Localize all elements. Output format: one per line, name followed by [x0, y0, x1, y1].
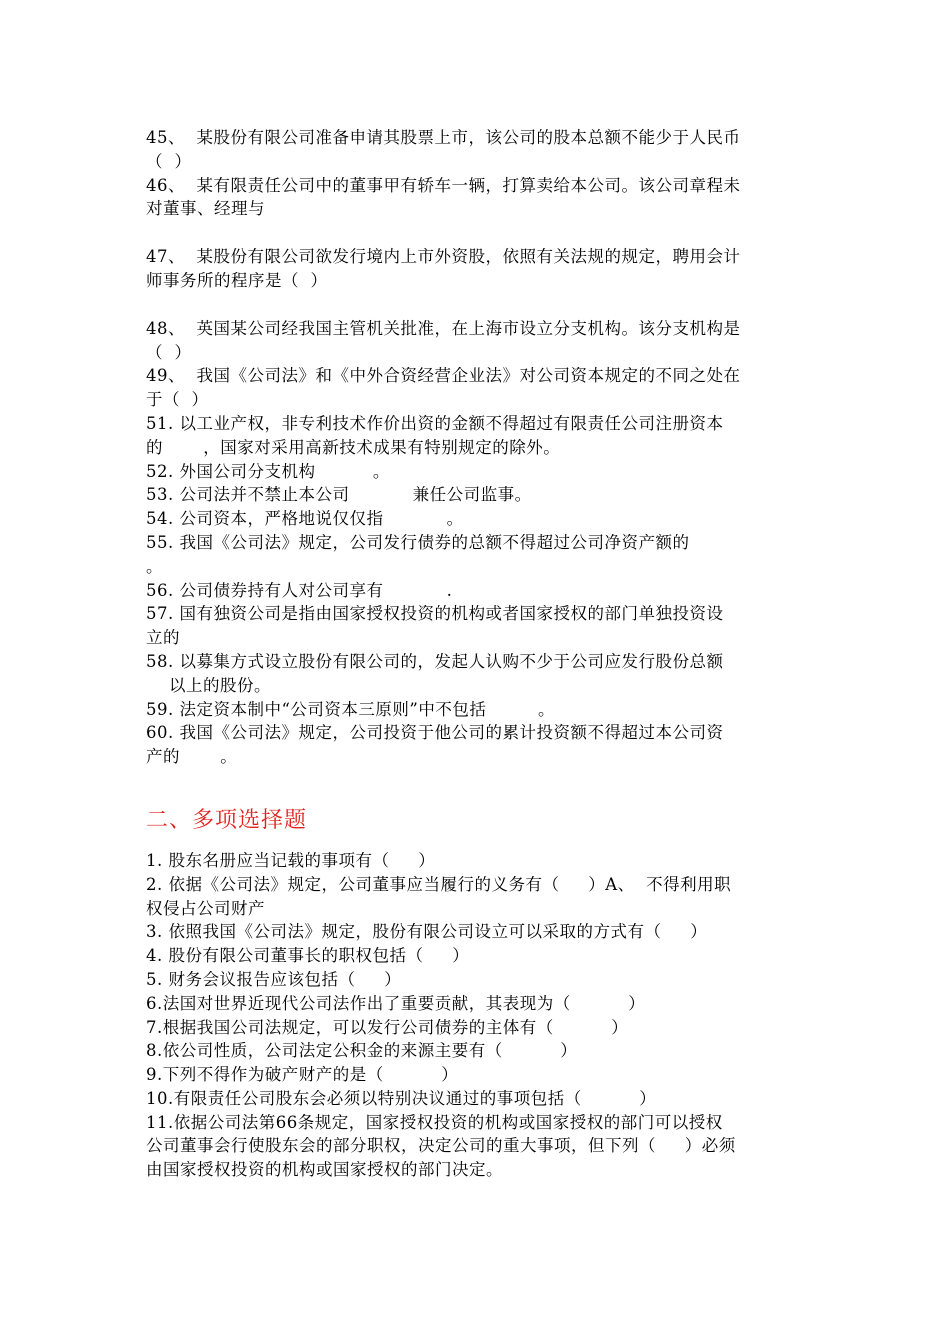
question-line: 的 ，国家对采用高新技术成果有特别规定的除外。 — [146, 437, 561, 457]
question-line: 由国家授权投资的机构或国家授权的部门决定。 — [146, 1160, 503, 1180]
question-item — [146, 920, 806, 944]
question-line: 51. 以工业产权，非专利技术作价出资的金额不得超过有限责任公司注册资本 — [146, 413, 724, 433]
question-item — [146, 531, 806, 579]
question-item — [146, 650, 806, 698]
question-line: 47、 某股份有限公司欲发行境内上市外资股，依照有关法规的规定，聘用会计 — [146, 247, 741, 267]
question-line: 权侵占公司财产 — [146, 898, 265, 918]
question-line: 8.依公司性质，公司法定公积金的来源主要有（ ） — [146, 1041, 578, 1061]
question-line: 师事务所的程序是（ ） — [146, 270, 328, 290]
question-item — [146, 992, 806, 1016]
question-item — [146, 460, 806, 484]
question-line: 产的 。 — [146, 747, 238, 767]
question-item — [146, 507, 806, 531]
question-item — [146, 721, 806, 769]
question-line: 59. 法定资本制中“公司资本三原则”中不包括 。 — [146, 699, 556, 719]
question-line: 1. 股东名册应当记载的事项有（ ） — [146, 850, 436, 870]
question-item — [146, 873, 806, 921]
question-item — [146, 698, 806, 722]
section-heading: 二、多项选择题 — [146, 807, 308, 833]
question-item — [146, 944, 806, 968]
question-line: 9.下列不得作为破产财产的是（ ） — [146, 1065, 459, 1085]
question-item — [146, 245, 806, 293]
question-item — [146, 849, 806, 873]
question-item — [146, 968, 806, 992]
question-item — [146, 483, 806, 507]
question-line: 45、 某股份有限公司准备申请其股票上市，该公司的股本总额不能少于人民币 — [146, 128, 741, 147]
question-line: 57. 国有独资公司是指由国家授权投资的机构或者国家授权的部门单独投资设 — [146, 604, 724, 624]
question-item — [146, 1039, 806, 1063]
question-line: 49、 我国《公司法》和《中外合资经营企业法》对公司资本规定的不同之处在 — [146, 366, 741, 386]
document-page — [146, 126, 806, 1182]
question-line: 5. 财务会议报告应该包括（ ） — [146, 969, 402, 989]
question-line: 立的 — [146, 628, 180, 648]
question-item — [146, 1063, 806, 1087]
question-line: （ ） — [146, 342, 192, 362]
question-item — [146, 1087, 806, 1111]
question-line: 53. 公司法并不禁止本公司 兼任公司监事。 — [146, 485, 532, 505]
question-line: 56. 公司债券持有人对公司享有 . — [146, 580, 453, 600]
question-line: 3. 依照我国《公司法》规定，股份有限公司设立可以采取的方式有（ ） — [146, 922, 708, 942]
question-item — [146, 412, 806, 460]
question-line: 公司董事会行使股东会的部分职权，决定公司的重大事项，但下列（ ）必须 — [146, 1136, 736, 1156]
question-item — [146, 174, 806, 222]
question-line: 54. 公司资本，严格地说仅仅指 。 — [146, 509, 464, 529]
question-line: （ ） — [146, 151, 192, 171]
question-line: 6.法国对世界近现代公司法作出了重要贡献，其表现为（ ） — [146, 993, 646, 1013]
question-item — [146, 1111, 806, 1182]
question-line: 。 — [146, 556, 163, 576]
question-line: 11.依据公司法第66条规定，国家授权投资的机构或国家授权的部门可以授权 — [146, 1112, 723, 1132]
question-item — [146, 364, 806, 412]
question-line: 于（ ） — [146, 390, 209, 410]
question-line: 2. 依据《公司法》规定，公司董事应当履行的义务有（ ）A、 不得利用职 — [146, 874, 732, 894]
question-line: 4. 股份有限公司董事长的职权包括（ ） — [146, 946, 470, 966]
question-item — [146, 602, 806, 650]
question-line: 60. 我国《公司法》规定，公司投资于他公司的累计投资额不得超过本公司资 — [146, 723, 724, 743]
question-line: 以上的股份。 — [146, 675, 271, 695]
question-line: 58. 以募集方式设立股份有限公司的，发起人认购不少于公司应发行股份总额 — [146, 651, 724, 671]
question-line: 对董事、经理与 — [146, 199, 265, 219]
question-line: 52. 外国公司分支机构 。 — [146, 461, 390, 481]
multiple-choice-section — [146, 849, 806, 1182]
single-choice-section — [146, 126, 806, 769]
question-item — [146, 317, 806, 365]
question-line: 55. 我国《公司法》规定，公司发行债券的总额不得超过公司净资产额的 — [146, 532, 690, 552]
question-line: 48、 英国某公司经我国主管机关批准，在上海市设立分支机构。该分支机构是 — [146, 318, 741, 338]
question-line: 46、 某有限责任公司中的董事甲有轿车一辆，打算卖给本公司。该公司章程未 — [146, 175, 741, 195]
question-item — [146, 126, 806, 174]
question-item — [146, 579, 806, 603]
question-item — [146, 1016, 806, 1040]
question-line: 7.根据我国公司法规定，可以发行公司债券的主体有（ ） — [146, 1017, 629, 1037]
question-line: 10.有限责任公司股东会必须以特别决议通过的事项包括（ ） — [146, 1088, 657, 1108]
